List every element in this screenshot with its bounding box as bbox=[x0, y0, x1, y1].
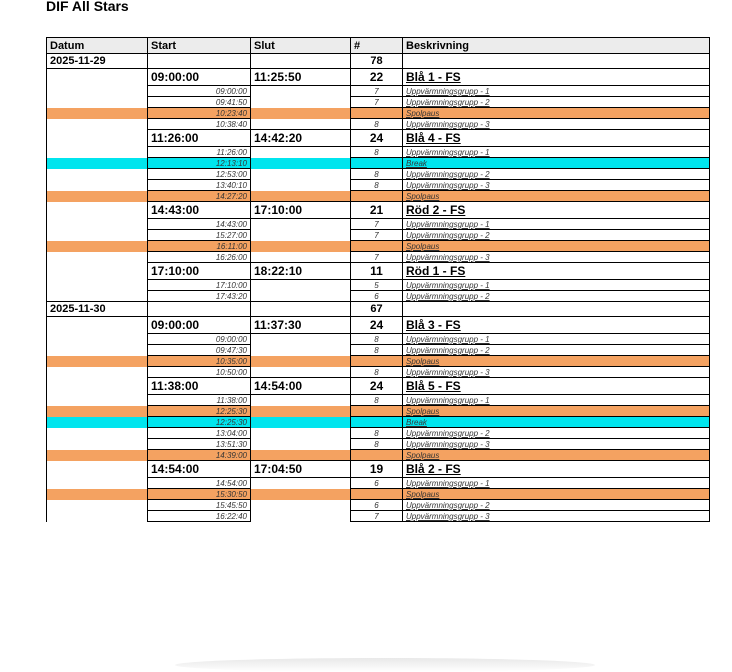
description-cell: Blå 1 - FS bbox=[403, 69, 710, 86]
slut-cell: 17:04:50 bbox=[251, 461, 351, 478]
slut-cell bbox=[251, 500, 351, 511]
count-cell: 5 bbox=[351, 280, 403, 291]
group-row bbox=[47, 461, 710, 478]
warmup-row bbox=[47, 395, 710, 406]
start-cell: 09:41:50 bbox=[148, 97, 251, 108]
description-cell: Uppvärmningsgrupp - 1 bbox=[403, 395, 710, 406]
slut-cell bbox=[251, 345, 351, 356]
warmup-row bbox=[47, 169, 710, 180]
count-cell bbox=[351, 158, 403, 169]
warmup-row bbox=[47, 97, 710, 108]
description-cell: Röd 2 - FS bbox=[403, 202, 710, 219]
count-cell: 6 bbox=[351, 500, 403, 511]
start-cell: 17:10:00 bbox=[148, 263, 251, 280]
warmup-row bbox=[47, 334, 710, 345]
datum-cell bbox=[47, 202, 148, 219]
count-cell: 7 bbox=[351, 219, 403, 230]
count-cell bbox=[351, 450, 403, 461]
group-row bbox=[47, 69, 710, 86]
description-cell: Break bbox=[403, 158, 710, 169]
count-cell: 7 bbox=[351, 252, 403, 263]
slut-cell bbox=[251, 191, 351, 202]
start-cell: 16:22:40 bbox=[148, 511, 251, 522]
slut-cell: 18:22:10 bbox=[251, 263, 351, 280]
warmup-row bbox=[47, 86, 710, 97]
date-row bbox=[47, 302, 710, 317]
count-cell: 8 bbox=[351, 180, 403, 191]
count-cell: 7 bbox=[351, 511, 403, 522]
start-cell: 15:45:50 bbox=[148, 500, 251, 511]
slut-cell: 14:54:00 bbox=[251, 378, 351, 395]
start-cell: 09:47:30 bbox=[148, 345, 251, 356]
datum-cell bbox=[47, 367, 148, 378]
description-cell: Spolpaus bbox=[403, 356, 710, 367]
start-cell: 12:25:30 bbox=[148, 417, 251, 428]
count-cell: 8 bbox=[351, 119, 403, 130]
pause-row bbox=[47, 450, 710, 461]
slut-cell bbox=[251, 439, 351, 450]
datum-cell bbox=[47, 428, 148, 439]
description-cell: Spolpaus bbox=[403, 450, 710, 461]
datum-cell bbox=[47, 378, 148, 395]
pause-row bbox=[47, 406, 710, 417]
slut-cell: 17:10:00 bbox=[251, 202, 351, 219]
description-cell bbox=[403, 302, 710, 317]
description-cell: Spolpaus bbox=[403, 489, 710, 500]
count-cell: 6 bbox=[351, 291, 403, 302]
datum-cell bbox=[47, 478, 148, 489]
slut-cell: 14:42:20 bbox=[251, 130, 351, 147]
datum-cell: 2025-11-30 bbox=[47, 302, 148, 317]
datum-cell bbox=[47, 511, 148, 522]
warmup-row bbox=[47, 147, 710, 158]
slut-cell bbox=[251, 241, 351, 252]
slut-cell bbox=[251, 252, 351, 263]
warmup-row bbox=[47, 428, 710, 439]
group-row bbox=[47, 130, 710, 147]
start-cell: 14:43:00 bbox=[148, 219, 251, 230]
slut-cell bbox=[251, 119, 351, 130]
slut-cell bbox=[251, 406, 351, 417]
datum-cell bbox=[47, 241, 148, 252]
break-row bbox=[47, 158, 710, 169]
pause-row bbox=[47, 489, 710, 500]
slut-cell bbox=[251, 417, 351, 428]
group-row bbox=[47, 263, 710, 280]
count-cell bbox=[351, 241, 403, 252]
datum-cell: 2025-11-29 bbox=[47, 54, 148, 69]
description-cell: Uppvärmningsgrupp - 2 bbox=[403, 345, 710, 356]
count-cell: 21 bbox=[351, 202, 403, 219]
datum-cell bbox=[47, 280, 148, 291]
datum-cell bbox=[47, 395, 148, 406]
start-cell: 10:50:00 bbox=[148, 367, 251, 378]
slut-cell bbox=[251, 158, 351, 169]
start-cell: 14:54:00 bbox=[148, 478, 251, 489]
description-cell: Uppvärmningsgrupp - 3 bbox=[403, 439, 710, 450]
count-cell: 8 bbox=[351, 169, 403, 180]
count-cell: 24 bbox=[351, 317, 403, 334]
count-cell: 8 bbox=[351, 334, 403, 345]
slut-cell bbox=[251, 280, 351, 291]
count-cell: 11 bbox=[351, 263, 403, 280]
datum-cell bbox=[47, 317, 148, 334]
description-cell: Break bbox=[403, 417, 710, 428]
slut-cell bbox=[251, 489, 351, 500]
slut-cell bbox=[251, 450, 351, 461]
start-cell: 17:10:00 bbox=[148, 280, 251, 291]
datum-cell bbox=[47, 86, 148, 97]
start-cell: 09:00:00 bbox=[148, 86, 251, 97]
count-cell: 7 bbox=[351, 97, 403, 108]
warmup-row bbox=[47, 367, 710, 378]
datum-cell bbox=[47, 263, 148, 280]
description-cell: Uppvärmningsgrupp - 2 bbox=[403, 169, 710, 180]
datum-cell bbox=[47, 219, 148, 230]
count-cell: 22 bbox=[351, 69, 403, 86]
slut-cell bbox=[251, 180, 351, 191]
warmup-row bbox=[47, 511, 710, 522]
description-cell: Uppvärmningsgrupp - 1 bbox=[403, 86, 710, 97]
description-cell: Uppvärmningsgrupp - 3 bbox=[403, 367, 710, 378]
warmup-row bbox=[47, 439, 710, 450]
start-cell: 10:38:40 bbox=[148, 119, 251, 130]
datum-cell bbox=[47, 169, 148, 180]
description-cell: Spolpaus bbox=[403, 406, 710, 417]
description-cell: Röd 1 - FS bbox=[403, 263, 710, 280]
warmup-row bbox=[47, 291, 710, 302]
description-cell: Uppvärmningsgrupp - 3 bbox=[403, 180, 710, 191]
start-cell: 14:27:20 bbox=[148, 191, 251, 202]
count-cell: 7 bbox=[351, 230, 403, 241]
start-cell: 15:30:50 bbox=[148, 489, 251, 500]
pause-row bbox=[47, 108, 710, 119]
break-row bbox=[47, 417, 710, 428]
start-cell: 11:26:00 bbox=[148, 147, 251, 158]
datum-cell bbox=[47, 450, 148, 461]
warmup-row bbox=[47, 119, 710, 130]
count-cell: 6 bbox=[351, 478, 403, 489]
description-cell: Uppvärmningsgrupp - 3 bbox=[403, 252, 710, 263]
start-cell: 17:43:20 bbox=[148, 291, 251, 302]
warmup-row bbox=[47, 252, 710, 263]
start-cell: 10:23:40 bbox=[148, 108, 251, 119]
start-cell: 13:40:10 bbox=[148, 180, 251, 191]
start-cell: 11:26:00 bbox=[148, 130, 251, 147]
count-cell bbox=[351, 356, 403, 367]
slut-cell bbox=[251, 54, 351, 69]
datum-cell bbox=[47, 147, 148, 158]
slut-cell bbox=[251, 302, 351, 317]
start-cell: 09:00:00 bbox=[148, 69, 251, 86]
description-cell: Uppvärmningsgrupp - 2 bbox=[403, 291, 710, 302]
count-cell: 8 bbox=[351, 395, 403, 406]
start-cell: 12:53:00 bbox=[148, 169, 251, 180]
datum-cell bbox=[47, 158, 148, 169]
datum-cell bbox=[47, 461, 148, 478]
count-cell bbox=[351, 191, 403, 202]
group-row bbox=[47, 378, 710, 395]
count-cell: 19 bbox=[351, 461, 403, 478]
datum-cell bbox=[47, 119, 148, 130]
start-cell: 14:54:00 bbox=[148, 461, 251, 478]
warmup-row bbox=[47, 478, 710, 489]
start-cell: 13:51:30 bbox=[148, 439, 251, 450]
description-cell: Spolpaus bbox=[403, 108, 710, 119]
description-cell: Uppvärmningsgrupp - 2 bbox=[403, 230, 710, 241]
slut-cell bbox=[251, 395, 351, 406]
start-cell: 13:04:00 bbox=[148, 428, 251, 439]
description-cell: Blå 3 - FS bbox=[403, 317, 710, 334]
header-slut: Slut bbox=[251, 38, 351, 54]
description-cell bbox=[403, 54, 710, 69]
schedule-table bbox=[46, 37, 710, 522]
date-row bbox=[47, 54, 710, 69]
page-shadow bbox=[175, 658, 595, 672]
count-cell: 67 bbox=[351, 302, 403, 317]
slut-cell bbox=[251, 147, 351, 158]
description-cell: Uppvärmningsgrupp - 1 bbox=[403, 334, 710, 345]
description-cell: Blå 2 - FS bbox=[403, 461, 710, 478]
description-cell: Uppvärmningsgrupp - 1 bbox=[403, 280, 710, 291]
description-cell: Blå 4 - FS bbox=[403, 130, 710, 147]
datum-cell bbox=[47, 97, 148, 108]
description-cell: Uppvärmningsgrupp - 2 bbox=[403, 428, 710, 439]
start-cell: 12:13:10 bbox=[148, 158, 251, 169]
count-cell: 8 bbox=[351, 439, 403, 450]
pause-row bbox=[47, 356, 710, 367]
start-cell bbox=[148, 54, 251, 69]
warmup-row bbox=[47, 345, 710, 356]
description-cell: Uppvärmningsgrupp - 3 bbox=[403, 511, 710, 522]
description-cell: Spolpaus bbox=[403, 241, 710, 252]
header-count: # bbox=[351, 38, 403, 54]
count-cell: 8 bbox=[351, 345, 403, 356]
description-cell: Uppvärmningsgrupp - 3 bbox=[403, 119, 710, 130]
start-cell: 09:00:00 bbox=[148, 334, 251, 345]
slut-cell bbox=[251, 367, 351, 378]
warmup-row bbox=[47, 230, 710, 241]
count-cell: 7 bbox=[351, 86, 403, 97]
header-row bbox=[47, 38, 710, 54]
count-cell bbox=[351, 108, 403, 119]
datum-cell bbox=[47, 252, 148, 263]
slut-cell bbox=[251, 230, 351, 241]
slut-cell bbox=[251, 219, 351, 230]
count-cell: 8 bbox=[351, 147, 403, 158]
warmup-row bbox=[47, 180, 710, 191]
datum-cell bbox=[47, 291, 148, 302]
page-title: DIF All Stars bbox=[46, 0, 129, 14]
slut-cell bbox=[251, 169, 351, 180]
slut-cell bbox=[251, 511, 351, 522]
slut-cell bbox=[251, 86, 351, 97]
count-cell bbox=[351, 406, 403, 417]
datum-cell bbox=[47, 108, 148, 119]
start-cell: 11:38:00 bbox=[148, 378, 251, 395]
slut-cell bbox=[251, 356, 351, 367]
description-cell: Spolpaus bbox=[403, 191, 710, 202]
description-cell: Blå 5 - FS bbox=[403, 378, 710, 395]
start-cell: 14:39:00 bbox=[148, 450, 251, 461]
slut-cell: 11:25:50 bbox=[251, 69, 351, 86]
description-cell: Uppvärmningsgrupp - 2 bbox=[403, 97, 710, 108]
datum-cell bbox=[47, 69, 148, 86]
start-cell: 14:43:00 bbox=[148, 202, 251, 219]
description-cell: Uppvärmningsgrupp - 1 bbox=[403, 219, 710, 230]
datum-cell bbox=[47, 180, 148, 191]
count-cell bbox=[351, 417, 403, 428]
count-cell bbox=[351, 489, 403, 500]
header-start: Start bbox=[148, 38, 251, 54]
start-cell: 16:26:00 bbox=[148, 252, 251, 263]
datum-cell bbox=[47, 500, 148, 511]
datum-cell bbox=[47, 334, 148, 345]
count-cell: 78 bbox=[351, 54, 403, 69]
header-beskrivning: Beskrivning bbox=[403, 38, 710, 54]
datum-cell bbox=[47, 345, 148, 356]
group-row bbox=[47, 317, 710, 334]
start-cell: 12:25:30 bbox=[148, 406, 251, 417]
count-cell: 24 bbox=[351, 378, 403, 395]
start-cell bbox=[148, 302, 251, 317]
datum-cell bbox=[47, 230, 148, 241]
group-row bbox=[47, 202, 710, 219]
start-cell: 11:38:00 bbox=[148, 395, 251, 406]
slut-cell bbox=[251, 478, 351, 489]
datum-cell bbox=[47, 489, 148, 500]
count-cell: 8 bbox=[351, 428, 403, 439]
start-cell: 16:11:00 bbox=[148, 241, 251, 252]
slut-cell bbox=[251, 334, 351, 345]
warmup-row bbox=[47, 280, 710, 291]
datum-cell bbox=[47, 191, 148, 202]
slut-cell: 11:37:30 bbox=[251, 317, 351, 334]
start-cell: 09:00:00 bbox=[148, 317, 251, 334]
description-cell: Uppvärmningsgrupp - 1 bbox=[403, 478, 710, 489]
start-cell: 10:35:00 bbox=[148, 356, 251, 367]
slut-cell bbox=[251, 97, 351, 108]
count-cell: 8 bbox=[351, 367, 403, 378]
count-cell: 24 bbox=[351, 130, 403, 147]
start-cell: 15:27:00 bbox=[148, 230, 251, 241]
warmup-row bbox=[47, 500, 710, 511]
slut-cell bbox=[251, 428, 351, 439]
pause-row bbox=[47, 191, 710, 202]
header-datum: Datum bbox=[47, 38, 148, 54]
description-cell: Uppvärmningsgrupp - 1 bbox=[403, 147, 710, 158]
slut-cell bbox=[251, 108, 351, 119]
slut-cell bbox=[251, 291, 351, 302]
warmup-row bbox=[47, 219, 710, 230]
datum-cell bbox=[47, 406, 148, 417]
datum-cell bbox=[47, 130, 148, 147]
pause-row bbox=[47, 241, 710, 252]
description-cell: Uppvärmningsgrupp - 2 bbox=[403, 500, 710, 511]
datum-cell bbox=[47, 356, 148, 367]
datum-cell bbox=[47, 417, 148, 428]
datum-cell bbox=[47, 439, 148, 450]
